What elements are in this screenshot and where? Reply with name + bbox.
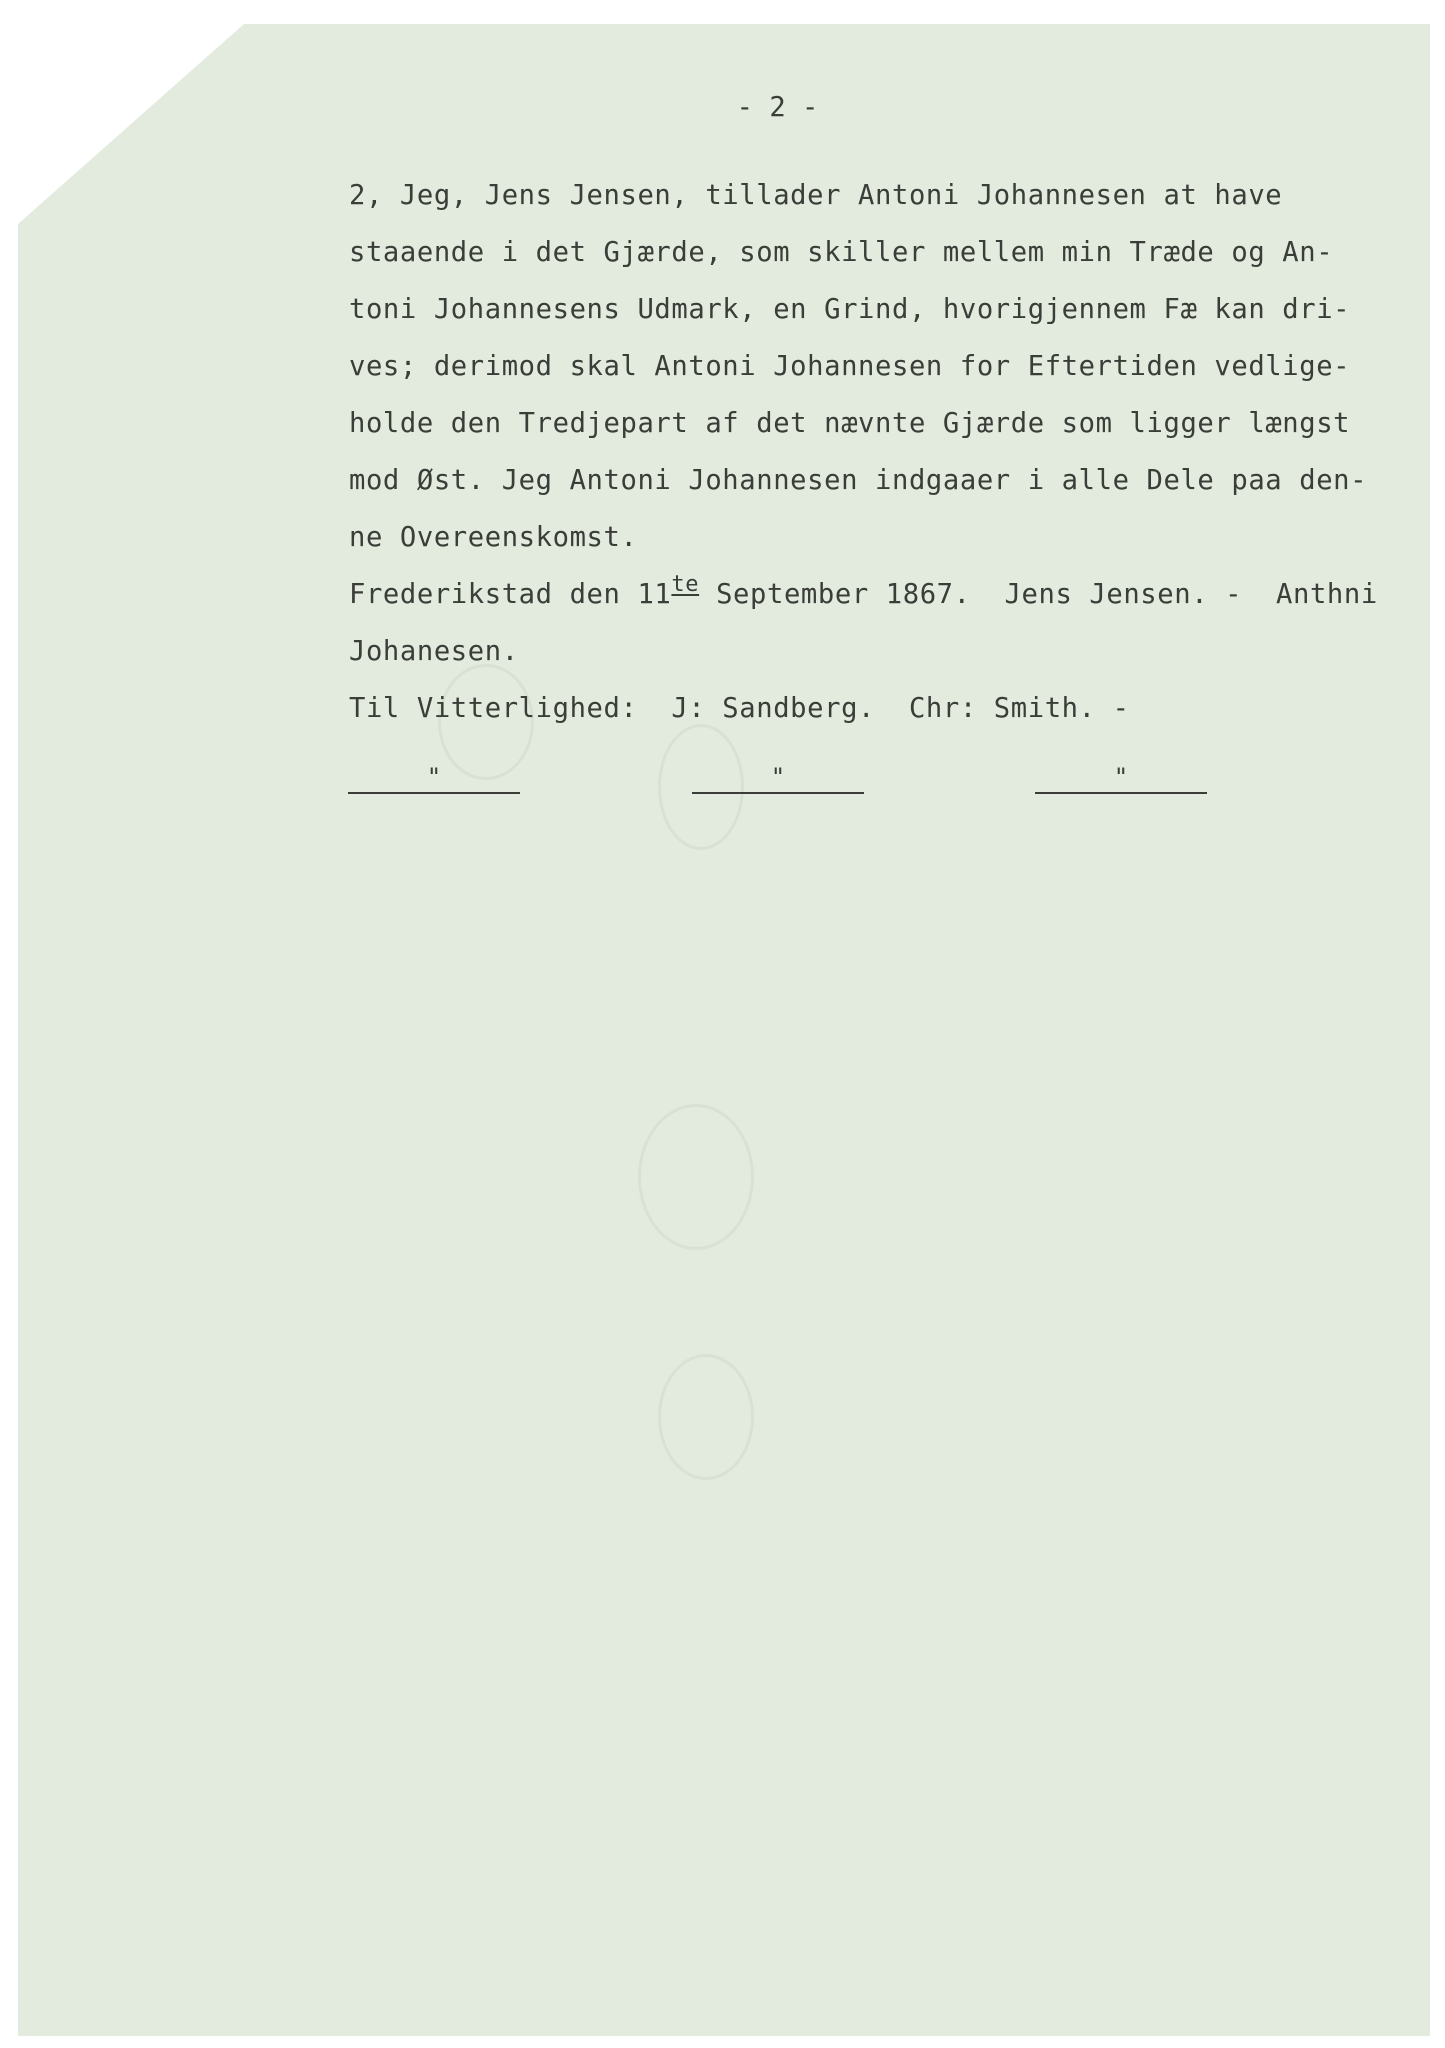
bleed-through-mark (658, 1354, 754, 1480)
ditto-mark: " (348, 762, 520, 794)
body-line: ves; derimod skal Antoni Johannesen for Eftertiden vedlige- (349, 351, 1351, 382)
date-line (349, 572, 1378, 610)
body-line: mod Øst. Jeg Antoni Johannesen indgaaer i alle Dele paa den- (349, 465, 1368, 496)
body-line: staaende i det Gjærde, som skiller mellem min Træde og An- (349, 237, 1334, 268)
body-line: ne Overeenskomst. (349, 522, 638, 553)
body-line: 2, Jeg, Jens Jensen, tillader Antoni Johannesen at have (349, 180, 1283, 211)
witness-line: Til Vitterlighed: J: Sandberg. Chr: Smith. - (349, 693, 1130, 724)
date-line-before: Frederikstad den 11 (349, 579, 672, 610)
body-line: holde den Tredjepart af det nævnte Gjærde som ligger længst (349, 408, 1351, 439)
ditto-mark: " (1035, 762, 1207, 794)
page-number: - 2 - (736, 92, 819, 123)
body-line: toni Johannesens Udmark, en Grind, hvorigjennem Fæ kan dri- (349, 294, 1351, 325)
ordinal-superscript: te (671, 572, 700, 597)
date-line-after: September 1867. Jens Jensen. - Anthni (699, 579, 1378, 610)
document-sheet (18, 24, 1430, 2036)
bleed-through-mark (638, 1104, 754, 1250)
signatory-name-line: Johanesen. (349, 636, 519, 667)
ditto-mark: " (692, 762, 864, 794)
